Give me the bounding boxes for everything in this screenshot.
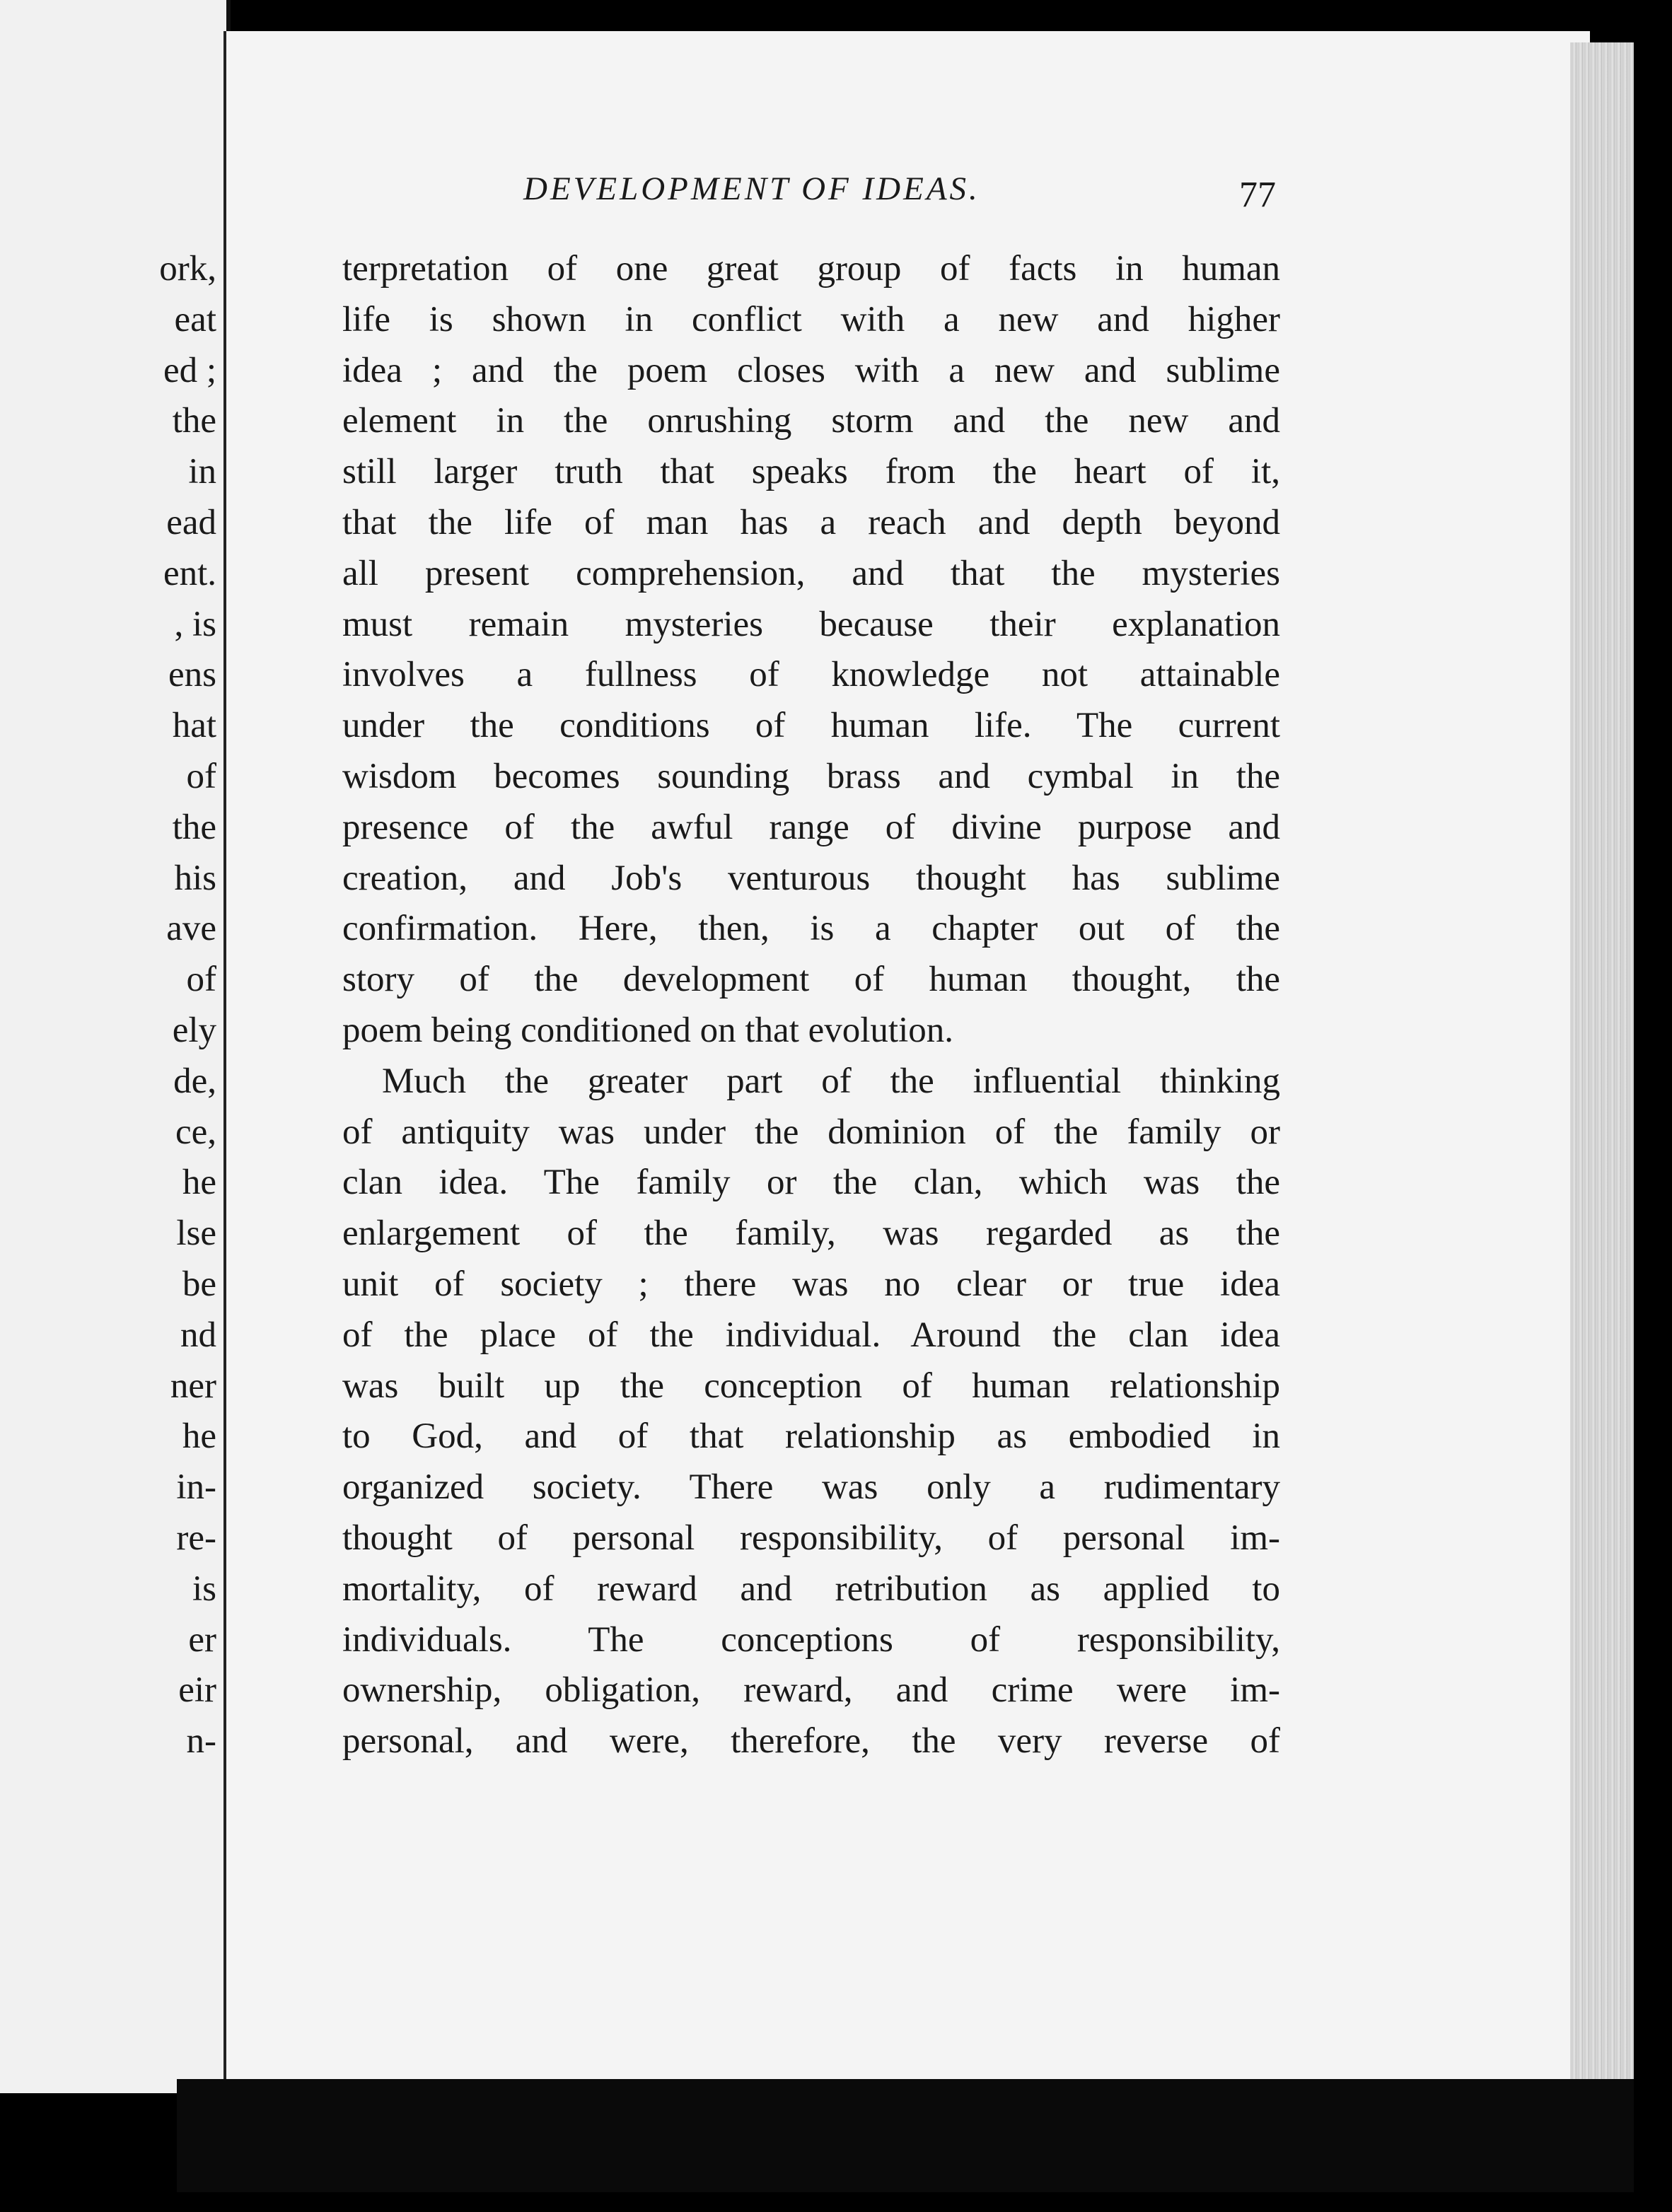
fragment-line: the [172,401,216,441]
fragment-line: ead [166,502,216,542]
text-line: thought of personal responsibility, of personal im- [342,1518,1280,1558]
text-line: to God, and of that relationship as embodied in [342,1416,1280,1457]
fragment-line: ce, [175,1112,216,1152]
fragment-line: lse [176,1213,216,1254]
fragment-line: eat [174,299,216,339]
fragment-line: eir [178,1670,216,1711]
text-line: all present comprehension, and that the mysteries [342,553,1280,593]
facing-page-text-fragments [4,244,216,1767]
text-line: under the conditions of human life. The current [342,706,1280,746]
fragment-line: hat [172,706,216,746]
paragraph-last-line: poem being conditioned on that evolution. [342,1010,954,1050]
text-line: unit of society ; there was no clear or true idea [342,1264,1280,1304]
fragment-line: his [174,858,216,898]
fragment-line: ent. [163,553,216,593]
fragment-line: n- [186,1721,216,1762]
text-line: terpretation of one great group of facts in human [342,249,1280,289]
fragment-line: ely [172,1010,216,1050]
fragment-line: ork, [159,249,216,289]
text-line: story of the development of human thought, the [342,960,1280,1000]
text-line: personal, and were, therefore, the very reverse of [342,1721,1280,1762]
scan-bottom-border [177,2079,1634,2192]
text-line: confirmation. Here, then, is a chapter out of the [342,909,1280,949]
fragment-line: of [186,960,216,1000]
fragment-line: , is [174,604,216,644]
text-line: life is shown in conflict with a new and higher [342,299,1280,339]
paragraph-first-line: Much the greater part of the influential thinking [382,1061,1280,1101]
fragment-line: in [188,452,216,492]
fragment-line: be [182,1264,216,1304]
fragment-line: ens [168,655,216,695]
fragment-line: in- [176,1467,216,1508]
facing-page-left [0,0,231,2093]
text-line: clan idea. The family or the clan, which was the [342,1163,1280,1203]
fragment-line: ner [170,1366,216,1406]
fragment-line: de, [173,1061,216,1101]
text-line: organized society. There was only a rudimentary [342,1467,1280,1508]
page-stack-edge [1570,42,1634,2079]
text-line: mortality, of reward and retribution as applied to [342,1568,1280,1609]
body-text [342,244,1280,1767]
text-line: idea ; and the poem closes with a new and sublime [342,350,1280,390]
text-line: individuals. The conceptions of responsibility, [342,1619,1280,1660]
text-line: enlargement of the family, was regarded as the [342,1213,1280,1254]
fragment-line: re- [176,1518,216,1558]
fragment-line: is [192,1568,216,1609]
text-line: creation, and Job's venturous thought has sublime [342,858,1280,898]
fragment-line: ed ; [163,350,216,390]
fragment-line: ave [166,909,216,949]
text-line: still larger truth that speaks from the heart of it, [342,452,1280,492]
text-line: of antiquity was under the dominion of the family or [342,1112,1280,1152]
fragment-line: the [172,807,216,847]
text-line: was built up the conception of human relationship [342,1366,1280,1406]
text-line: ownership, obligation, reward, and crime were im- [342,1670,1280,1711]
text-line: must remain mysteries because their explanation [342,604,1280,644]
text-line: wisdom becomes sounding brass and cymbal in the [342,756,1280,796]
fragment-line: he [182,1416,216,1457]
fragment-line: er [188,1619,216,1660]
text-line: involves a fullness of knowledge not attainable [342,655,1280,695]
page-number: 77 [1239,175,1276,215]
text-line: element in the onrushing storm and the new and [342,401,1280,441]
running-head: DEVELOPMENT OF IDEAS. [523,170,980,207]
text-line: presence of the awful range of divine purpose and [342,807,1280,847]
text-line: of the place of the individual. Around the clan idea [342,1315,1280,1355]
fragment-line: nd [180,1315,216,1355]
fragment-line: he [182,1163,216,1203]
text-line: that the life of man has a reach and depth beyond [342,502,1280,542]
fragment-line: of [186,756,216,796]
